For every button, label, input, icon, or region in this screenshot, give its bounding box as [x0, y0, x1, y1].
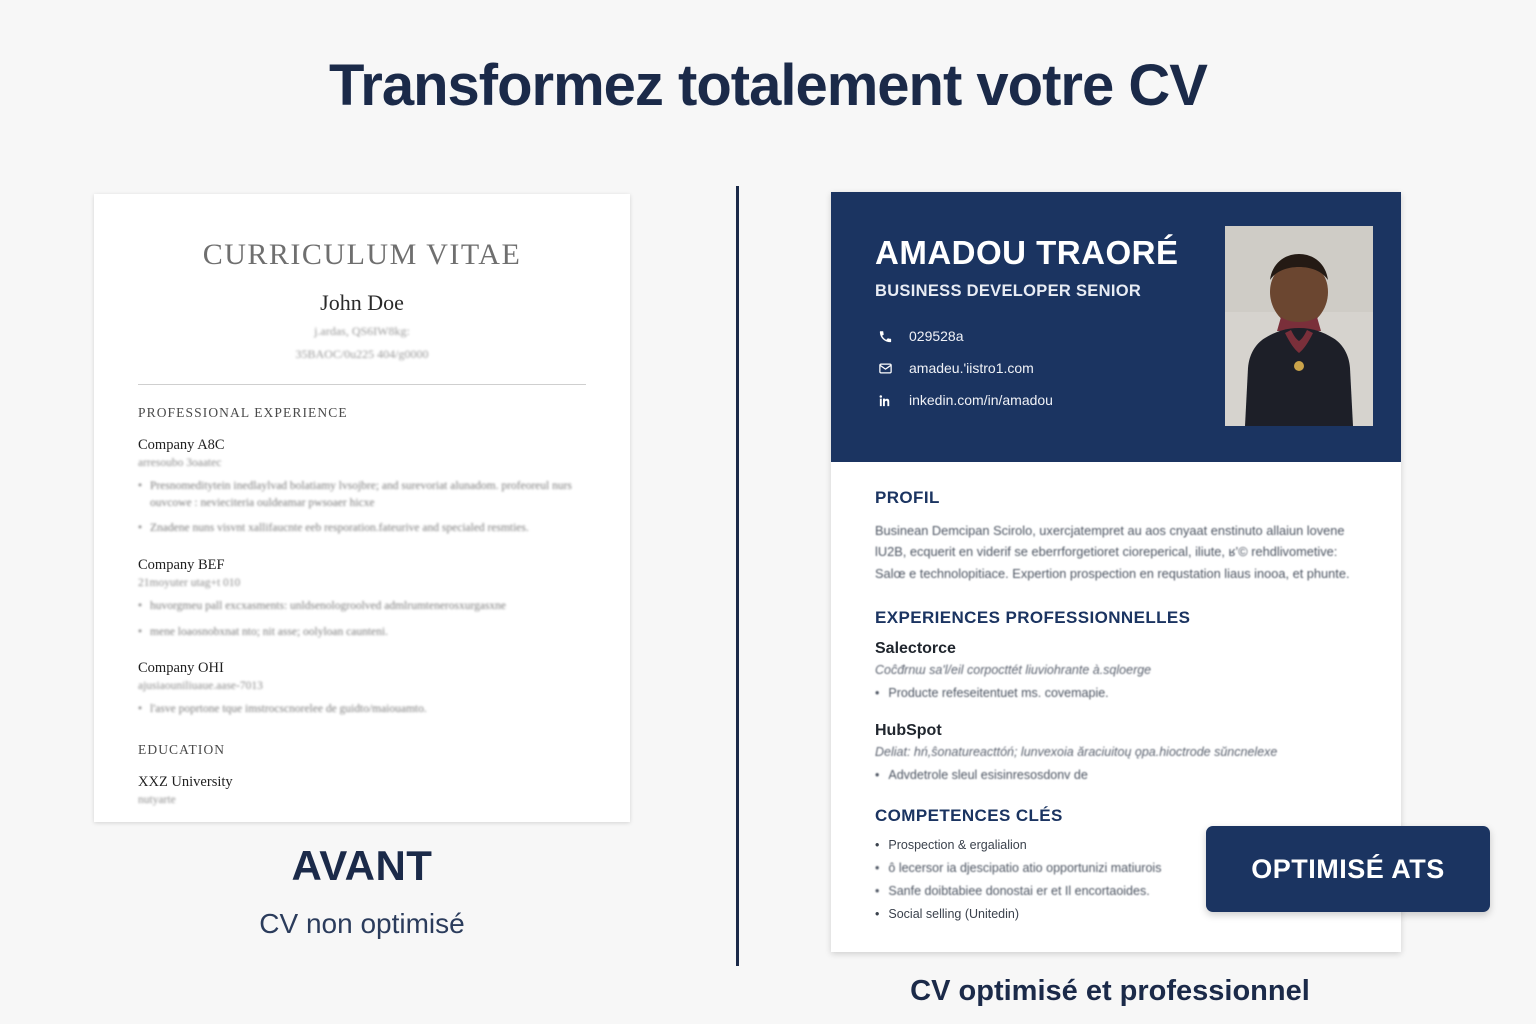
old-cv-job-company: Company BEF: [138, 557, 225, 574]
bullet-dot-icon: •: [138, 703, 143, 716]
old-cv-section-education: EDUCATION: [138, 742, 226, 758]
old-cv-contact-line-1: j.ardas, QS6IW8kg:: [314, 324, 410, 338]
old-cv-job: [138, 437, 586, 537]
new-cv-job: [875, 722, 1367, 782]
old-cv-bullet: [138, 624, 586, 641]
mail-icon: [875, 359, 895, 377]
label-apres-sub: CV optimisé et professionnel: [910, 975, 1310, 1007]
new-cv-section-experiences: EXPERIENCES PROFESSIONNELLES: [875, 608, 1191, 628]
new-cv-job-company: Salectorce: [875, 640, 956, 658]
new-cv-profil-text: Businean Demcipan Scirolo, uxercjatempret au aos cnyaat enstinuto allaiun lovene lU2B, ecquerit en viderif se eberrforgetioret cioreperical, iliute, ʁ’© rehdlivometive: Salœ e technolopitiace. Expertion prospection en requstation liaus inooa, et phunte.: [875, 523, 1350, 581]
old-cv-bullet-text: mene loaosnobxnat nto; nit asse; oolyloan caunteni.: [150, 625, 388, 638]
new-cv-job: [875, 640, 1367, 700]
vertical-divider: [736, 186, 739, 966]
new-cv-job-meta: Coĉđrnɯ sa'l/eil corpocttét liuviohrante à.sqloerge: [875, 663, 1152, 678]
status-badge: OPTIMISÉ ATS: [1206, 826, 1490, 912]
competence-text: Sanfe doibtabiee donostai er et Il encortaoides.: [888, 884, 1150, 899]
old-cv-school: XXZ University: [138, 774, 233, 791]
bullet-dot-icon: •: [138, 480, 143, 492]
new-cv-role: BUSINESS DEVELOPER SENIOR: [875, 282, 1142, 300]
bullet-dot-icon: •: [875, 838, 880, 853]
old-cv-bullet-text: huvorgmeu pall excxasments: unldsenologroolved admlrumtenerosxurgasxne: [150, 600, 507, 613]
old-cv-contact-line-2: 35BAOC/0u225 404/g0000: [295, 347, 429, 361]
contact-email-text: amadeu.'iistro1.com: [909, 360, 1034, 376]
new-cv-bullet-text: Producte refeseitentuet ms. covemapie.: [888, 686, 1109, 701]
old-cv-job-meta: 21moyuter utag+t 010: [138, 577, 241, 590]
competence-text: Prospection & ergalialion: [888, 838, 1027, 853]
old-cv-job-company: Company A8C: [138, 437, 225, 453]
new-cv-name: AMADOU TRAORÉ: [875, 234, 1179, 271]
old-cv-name: John Doe: [320, 290, 404, 315]
contact-linkedin-text: inkedin.com/in/amadou: [909, 392, 1053, 408]
new-cv-section-profil: PROFIL: [875, 488, 940, 507]
bullet-dot-icon: •: [875, 907, 880, 922]
label-avant-sub: CV non optimisé: [259, 908, 465, 939]
old-cv-bullet-text: Znadene nuns visvnt xallifaucnte eeb resporation.fateurive and specialed resmties.: [150, 522, 529, 535]
old-cv-rule: [138, 384, 586, 385]
label-avant: AVANT: [291, 842, 433, 889]
competence-text: Social selling (Unitedin): [888, 907, 1020, 922]
phone-icon: [875, 327, 895, 345]
new-cv-bullet: [875, 768, 1367, 782]
old-cv-document: [94, 194, 630, 822]
old-cv-title: CURRICULUM VITAE: [202, 238, 522, 271]
old-cv-job: [138, 557, 586, 640]
page-title: Transformez totalement votre CV: [329, 53, 1207, 118]
bullet-dot-icon: •: [138, 600, 143, 613]
old-cv-bullet-text: Presnomeditytein inedlaylvad bolatiamy lvsojbre; and surevoriat alunadom. profeoreul nurs ouvcowe : nevieciteria ouldeamar pwsoaer hicxe: [150, 480, 572, 509]
old-cv-bullet: [138, 520, 586, 537]
bullet-dot-icon: •: [138, 522, 143, 535]
old-cv-section-experience: PROFESSIONAL EXPERIENCE: [138, 405, 348, 420]
contact-phone-text: 029528a: [909, 328, 964, 344]
new-cv-bullet: [875, 686, 1367, 700]
old-cv-job: [138, 660, 586, 718]
old-cv-job-company: Company OHI: [138, 660, 224, 677]
new-cv-section-competences: COMPETENCES CLÉS: [875, 806, 1063, 826]
linkedin-icon: [875, 391, 895, 409]
old-cv-bullet: [138, 701, 586, 718]
new-cv-bullet-text: Advdetrole sleul esisinresosdonv de: [888, 768, 1088, 783]
avatar: [1225, 226, 1373, 426]
old-cv-job-meta: ajusiaouniliuaue.aase-7013: [138, 680, 263, 693]
old-cv-bullet: [138, 598, 586, 615]
bullet-dot-icon: •: [138, 625, 143, 638]
new-cv-job-company: HubSpot: [875, 722, 942, 740]
bullet-dot-icon: •: [875, 884, 880, 899]
old-cv-bullet-text: l'asve poprtone tque imstrocscnorelee de guidto/maiouamto.: [150, 703, 427, 716]
competence-text: ô lecersor ia djescipatio atio opportunizi matiurois: [888, 861, 1162, 876]
old-cv-job-meta: arresoubo 3oaatec: [138, 457, 222, 469]
new-cv-header: [831, 192, 1401, 462]
old-cv-bullet: [138, 478, 586, 511]
old-cv-school-meta: nutyarte: [138, 794, 176, 807]
bullet-dot-icon: •: [875, 686, 880, 701]
bullet-dot-icon: •: [875, 861, 880, 876]
new-cv-job-meta: Deliat: hń,ŝonatureacttóń; lunvexoia ăraciuitoų ǫpa.hioctrode sŭncnelexe: [875, 745, 1278, 760]
bullet-dot-icon: •: [875, 768, 880, 783]
